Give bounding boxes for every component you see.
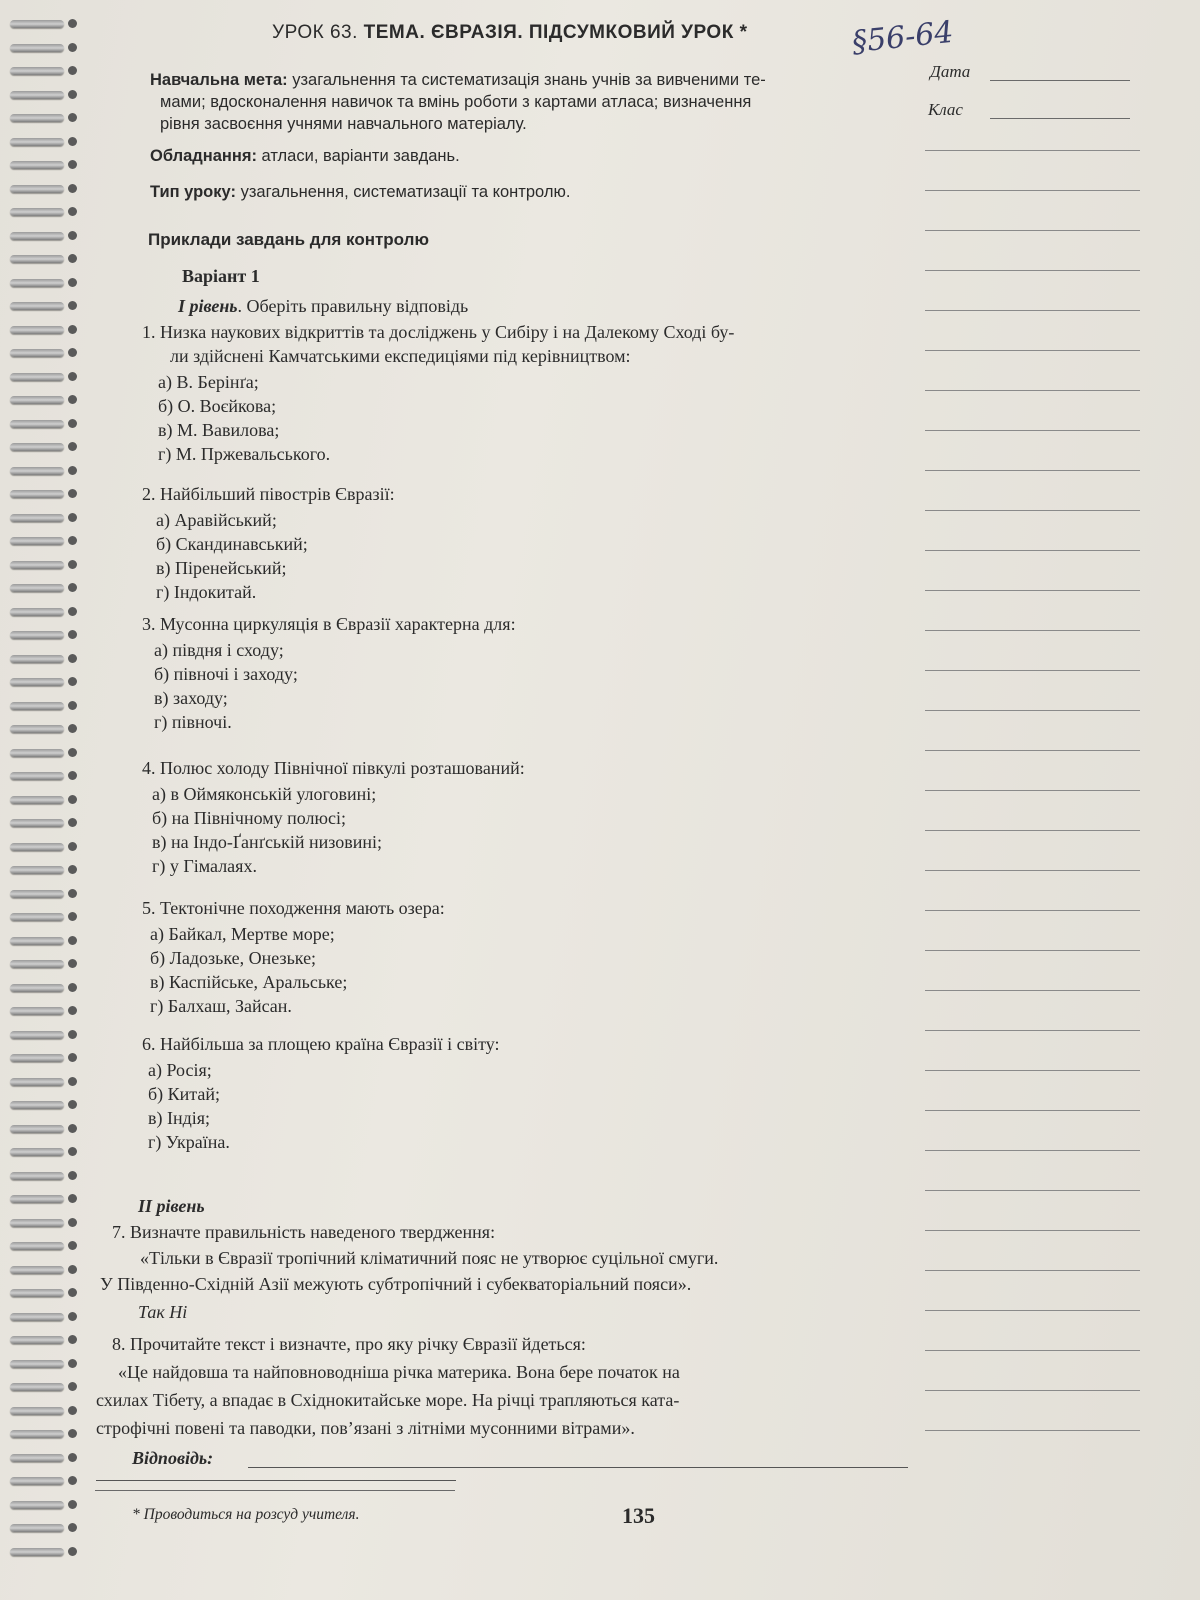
binding-hole bbox=[68, 865, 77, 874]
answer-line[interactable] bbox=[925, 1230, 1140, 1231]
spiral-binding bbox=[10, 20, 70, 1580]
section-title: Приклади завдань для контролю bbox=[148, 230, 429, 249]
question-8-answer-line[interactable] bbox=[248, 1467, 908, 1468]
answer-line[interactable] bbox=[925, 390, 1140, 391]
question-4-option-4[interactable]: г) у Гімалаях. bbox=[152, 856, 257, 876]
question-8-answer-line-2[interactable] bbox=[96, 1480, 456, 1481]
spiral-ring bbox=[10, 91, 64, 99]
binding-hole bbox=[68, 560, 77, 569]
answer-line[interactable] bbox=[925, 790, 1140, 791]
spiral-ring bbox=[10, 843, 64, 851]
binding-hole bbox=[68, 630, 77, 639]
spiral-ring bbox=[10, 443, 64, 451]
class-line bbox=[990, 118, 1130, 119]
binding-hole bbox=[68, 90, 77, 99]
binding-hole bbox=[68, 1476, 77, 1485]
answer-line[interactable] bbox=[925, 1070, 1140, 1071]
binding-hole bbox=[68, 1523, 77, 1532]
question-6-option-2[interactable]: б) Китай; bbox=[148, 1084, 220, 1104]
answer-line[interactable] bbox=[925, 1310, 1140, 1311]
spiral-ring bbox=[10, 1336, 64, 1344]
question-8-text-line-1: «Це найдовша та найповноводніша річка материка. Вона бере початок на bbox=[118, 1362, 680, 1382]
question-6-option-4[interactable]: г) Україна. bbox=[148, 1132, 230, 1152]
spiral-ring bbox=[10, 631, 64, 639]
answer-line[interactable] bbox=[925, 950, 1140, 951]
spiral-ring bbox=[10, 1313, 64, 1321]
spiral-ring bbox=[10, 161, 64, 169]
question-3-text-line-1: 3. Мусонна циркуляція в Євразії характерна для: bbox=[142, 614, 516, 634]
spiral-ring bbox=[10, 1430, 64, 1438]
spiral-ring bbox=[10, 1219, 64, 1227]
binding-hole bbox=[68, 1077, 77, 1086]
spiral-ring bbox=[10, 819, 64, 827]
binding-hole bbox=[68, 536, 77, 545]
spiral-ring bbox=[10, 561, 64, 569]
spiral-ring bbox=[10, 655, 64, 663]
spiral-ring bbox=[10, 138, 64, 146]
binding-hole bbox=[68, 1453, 77, 1462]
answer-line[interactable] bbox=[925, 510, 1140, 511]
answer-line[interactable] bbox=[925, 830, 1140, 831]
spiral-ring bbox=[10, 514, 64, 522]
binding-hole bbox=[68, 607, 77, 616]
question-3-option-3[interactable]: в) заходу; bbox=[154, 688, 228, 708]
binding-hole bbox=[68, 1124, 77, 1133]
answer-line[interactable] bbox=[925, 470, 1140, 471]
answer-line[interactable] bbox=[925, 870, 1140, 871]
spiral-ring bbox=[10, 678, 64, 686]
spiral-ring bbox=[10, 866, 64, 874]
binding-hole bbox=[68, 1265, 77, 1274]
binding-hole bbox=[68, 771, 77, 780]
spiral-ring bbox=[10, 1501, 64, 1509]
binding-hole bbox=[68, 348, 77, 357]
binding-hole bbox=[68, 1547, 77, 1556]
goal-line-3: рівня засвоєння учнями навчального матеріалу. bbox=[160, 115, 527, 133]
spiral-ring bbox=[10, 984, 64, 992]
spiral-ring bbox=[10, 185, 64, 193]
question-4-option-3[interactable]: в) на Індо-Ґанґській низовині; bbox=[152, 832, 383, 852]
binding-hole bbox=[68, 184, 77, 193]
answer-line[interactable] bbox=[925, 310, 1140, 311]
question-1-option-3[interactable]: в) М. Вавилова; bbox=[158, 420, 280, 440]
spiral-ring bbox=[10, 772, 64, 780]
spiral-ring bbox=[10, 396, 64, 404]
spiral-ring bbox=[10, 537, 64, 545]
answer-line[interactable] bbox=[925, 670, 1140, 671]
binding-hole bbox=[68, 936, 77, 945]
question-5-option-2[interactable]: б) Ладозьке, Онезьке; bbox=[150, 948, 317, 968]
question-7-prompt: 7. Визначте правильність наведеного твердження: bbox=[112, 1222, 496, 1242]
spiral-ring bbox=[10, 1360, 64, 1368]
binding-hole bbox=[68, 1429, 77, 1438]
question-4-option-1[interactable]: а) в Оймяконській улоговині; bbox=[152, 784, 377, 804]
spiral-ring bbox=[10, 420, 64, 428]
binding-hole bbox=[68, 654, 77, 663]
question-3-option-4[interactable]: г) півночі. bbox=[154, 712, 232, 732]
question-5-text-line-1: 5. Тектонічне походження мають озера: bbox=[142, 898, 445, 918]
answer-line[interactable] bbox=[925, 1350, 1140, 1351]
answer-line[interactable] bbox=[925, 1270, 1140, 1271]
spiral-ring bbox=[10, 1125, 64, 1133]
spiral-ring bbox=[10, 608, 64, 616]
question-3-option-2[interactable]: б) півночі і заходу; bbox=[154, 664, 298, 684]
question-6-text-line-1: 6. Найбільша за площею країна Євразії і світу: bbox=[142, 1034, 500, 1054]
spiral-ring bbox=[10, 913, 64, 921]
answer-line[interactable] bbox=[925, 430, 1140, 431]
answer-line[interactable] bbox=[925, 1110, 1140, 1111]
spiral-ring bbox=[10, 279, 64, 287]
binding-hole bbox=[68, 489, 77, 498]
spiral-ring bbox=[10, 1289, 64, 1297]
binding-hole bbox=[68, 1288, 77, 1297]
answer-line[interactable] bbox=[925, 750, 1140, 751]
binding-hole bbox=[68, 231, 77, 240]
variant-title: Варіант 1 bbox=[182, 266, 260, 286]
question-6-option-3[interactable]: в) Індія; bbox=[148, 1108, 211, 1128]
binding-hole bbox=[68, 1335, 77, 1344]
spiral-ring bbox=[10, 1148, 64, 1156]
question-1-option-4[interactable]: г) М. Пржевальського. bbox=[158, 444, 331, 464]
spiral-ring bbox=[10, 1548, 64, 1556]
answer-line[interactable] bbox=[925, 150, 1140, 151]
spiral-ring bbox=[10, 1195, 64, 1203]
spiral-ring bbox=[10, 890, 64, 898]
question-7-statement-line-1: «Тільки в Євразії тропічний кліматичний пояс не утворює суцільної смуги. bbox=[140, 1248, 719, 1268]
question-1-option-1[interactable]: а) В. Берінґа; bbox=[158, 372, 259, 392]
question-8-prompt: 8. Прочитайте текст і визначте, про яку річку Євразії йдеться: bbox=[112, 1334, 586, 1354]
spiral-ring bbox=[10, 490, 64, 498]
question-3-option-1[interactable]: а) півдня і сходу; bbox=[154, 640, 284, 660]
answer-line[interactable] bbox=[925, 1190, 1140, 1191]
question-1-text-line-2: ли здійснені Камчатськими експедиціями під керівництвом: bbox=[170, 346, 631, 366]
answer-line[interactable] bbox=[925, 550, 1140, 551]
answer-line[interactable] bbox=[925, 1430, 1140, 1431]
binding-hole bbox=[68, 842, 77, 851]
spiral-ring bbox=[10, 796, 64, 804]
question-4-option-2[interactable]: б) на Північному полюсі; bbox=[152, 808, 346, 828]
spiral-ring bbox=[10, 467, 64, 475]
spiral-ring bbox=[10, 1031, 64, 1039]
binding-hole bbox=[68, 1194, 77, 1203]
question-5-option-3[interactable]: в) Каспійське, Аральське; bbox=[150, 972, 348, 992]
spiral-ring bbox=[10, 1242, 64, 1250]
binding-hole bbox=[68, 66, 77, 75]
binding-hole bbox=[68, 372, 77, 381]
lesson-type-line: Тип уроку: узагальнення, систематизації та контролю. bbox=[150, 183, 571, 201]
binding-hole bbox=[68, 983, 77, 992]
spiral-ring bbox=[10, 20, 64, 28]
equipment-line: Обладнання: атласи, варіанти завдань. bbox=[150, 147, 460, 165]
binding-hole bbox=[68, 1006, 77, 1015]
binding-hole bbox=[68, 395, 77, 404]
question-2-option-1[interactable]: а) Аравійський; bbox=[156, 510, 277, 530]
spiral-ring bbox=[10, 1172, 64, 1180]
question-2-option-3[interactable]: в) Піренейський; bbox=[156, 558, 287, 578]
binding-hole bbox=[68, 419, 77, 428]
spiral-ring bbox=[10, 1101, 64, 1109]
binding-hole bbox=[68, 1500, 77, 1509]
binding-hole bbox=[68, 1030, 77, 1039]
question-5-option-1[interactable]: а) Байкал, Мертве море; bbox=[150, 924, 335, 944]
question-8-text-line-2: схилах Тібету, а впадає в Східнокитайське море. На річці трапляються ката- bbox=[96, 1390, 680, 1410]
spiral-ring bbox=[10, 1454, 64, 1462]
question-8-text-line-3: строфічні повені та паводки, пов’язані з літніми мусонними вітрами». bbox=[96, 1418, 635, 1438]
binding-hole bbox=[68, 795, 77, 804]
spiral-ring bbox=[10, 725, 64, 733]
spiral-ring bbox=[10, 937, 64, 945]
answer-line[interactable] bbox=[925, 230, 1140, 231]
spiral-ring bbox=[10, 1007, 64, 1015]
binding-hole bbox=[68, 301, 77, 310]
question-4-text-line-1: 4. Полюс холоду Північної півкулі розташований: bbox=[142, 758, 525, 778]
question-2-option-2[interactable]: б) Скандинавський; bbox=[156, 534, 308, 554]
spiral-ring bbox=[10, 960, 64, 968]
binding-hole bbox=[68, 724, 77, 733]
spiral-ring bbox=[10, 114, 64, 122]
spiral-ring bbox=[10, 1078, 64, 1086]
class-label: Клас bbox=[928, 100, 963, 119]
footnote-divider bbox=[95, 1490, 455, 1491]
binding-hole bbox=[68, 207, 77, 216]
answer-line[interactable] bbox=[925, 1030, 1140, 1031]
question-7-answer-options[interactable]: Так Ні bbox=[138, 1302, 188, 1322]
binding-hole bbox=[68, 583, 77, 592]
binding-hole bbox=[68, 160, 77, 169]
binding-hole bbox=[68, 1218, 77, 1227]
spiral-ring bbox=[10, 1524, 64, 1532]
page-number: 135 bbox=[622, 1503, 655, 1528]
level-1-heading: I рівень. Оберіть правильну відповідь bbox=[178, 296, 469, 316]
answer-line[interactable] bbox=[925, 990, 1140, 991]
answer-line[interactable] bbox=[925, 270, 1140, 271]
answer-line[interactable] bbox=[925, 1390, 1140, 1391]
spiral-ring bbox=[10, 302, 64, 310]
binding-hole bbox=[68, 1359, 77, 1368]
answer-line[interactable] bbox=[925, 190, 1140, 191]
question-1-text-line-1: 1. Низка наукових відкриттів та досліджень у Сибіру і на Далекому Сході бу- bbox=[142, 322, 735, 342]
binding-hole bbox=[68, 1241, 77, 1250]
answer-line[interactable] bbox=[925, 710, 1140, 711]
spiral-ring bbox=[10, 67, 64, 75]
question-1-option-2[interactable]: б) О. Воєйкова; bbox=[158, 396, 277, 416]
answer-line[interactable] bbox=[925, 910, 1140, 911]
binding-hole bbox=[68, 701, 77, 710]
binding-hole bbox=[68, 513, 77, 522]
answer-line[interactable] bbox=[925, 590, 1140, 591]
binding-hole bbox=[68, 748, 77, 757]
binding-hole bbox=[68, 466, 77, 475]
spiral-ring bbox=[10, 702, 64, 710]
handwritten-note: §56-64 bbox=[850, 14, 956, 61]
spiral-ring bbox=[10, 1266, 64, 1274]
answer-line[interactable] bbox=[925, 630, 1140, 631]
binding-hole bbox=[68, 1382, 77, 1391]
binding-hole bbox=[68, 1147, 77, 1156]
lesson-title: УРОК 63. ТЕМА. ЄВРАЗІЯ. ПІДСУМКОВИЙ УРОК * bbox=[272, 22, 748, 43]
spiral-ring bbox=[10, 1407, 64, 1415]
spiral-ring bbox=[10, 1054, 64, 1062]
spiral-ring bbox=[10, 232, 64, 240]
question-8-answer-label: Відповідь: bbox=[132, 1448, 214, 1468]
spiral-ring bbox=[10, 44, 64, 52]
answer-line[interactable] bbox=[925, 1150, 1140, 1151]
binding-hole bbox=[68, 912, 77, 921]
binding-hole bbox=[68, 889, 77, 898]
binding-hole bbox=[68, 137, 77, 146]
spiral-ring bbox=[10, 749, 64, 757]
goal-line-2: мами; вдосконалення навичок та вмінь роботи з картами атласа; визначення bbox=[160, 93, 752, 111]
spiral-ring bbox=[10, 584, 64, 592]
binding-hole bbox=[68, 43, 77, 52]
binding-hole bbox=[68, 325, 77, 334]
binding-hole bbox=[68, 278, 77, 287]
spiral-ring bbox=[10, 373, 64, 381]
binding-hole bbox=[68, 254, 77, 263]
binding-hole bbox=[68, 1312, 77, 1321]
binding-hole bbox=[68, 677, 77, 686]
footnote: * Проводиться на розсуд учителя. bbox=[132, 1506, 360, 1523]
binding-hole bbox=[68, 113, 77, 122]
spiral-ring bbox=[10, 255, 64, 263]
spiral-ring bbox=[10, 349, 64, 357]
binding-hole bbox=[68, 442, 77, 451]
date-line bbox=[990, 80, 1130, 81]
binding-hole bbox=[68, 1100, 77, 1109]
spiral-ring bbox=[10, 1383, 64, 1391]
binding-hole bbox=[68, 959, 77, 968]
question-6-option-1[interactable]: а) Росія; bbox=[148, 1060, 212, 1080]
date-label: Дата bbox=[930, 62, 971, 81]
goal-line-1: Навчальна мета: узагальнення та систематизація знань учнів за вивченими те- bbox=[150, 71, 766, 89]
question-2-text-line-1: 2. Найбільший півострів Євразії: bbox=[142, 484, 395, 504]
binding-hole bbox=[68, 1406, 77, 1415]
question-2-option-4[interactable]: г) Індокитай. bbox=[156, 582, 257, 602]
level-2-heading: II рівень bbox=[138, 1196, 205, 1216]
binding-hole bbox=[68, 818, 77, 827]
question-5-option-4[interactable]: г) Балхаш, Зайсан. bbox=[150, 996, 292, 1016]
binding-hole bbox=[68, 1171, 77, 1180]
spiral-ring bbox=[10, 1477, 64, 1485]
spiral-ring bbox=[10, 208, 64, 216]
spiral-ring bbox=[10, 326, 64, 334]
answer-line[interactable] bbox=[925, 350, 1140, 351]
binding-hole bbox=[68, 1053, 77, 1062]
binding-hole bbox=[68, 19, 77, 28]
question-7-statement-line-2: У Південно-Східній Азії межують субтропічний і субекваторіальний пояси». bbox=[100, 1274, 692, 1294]
